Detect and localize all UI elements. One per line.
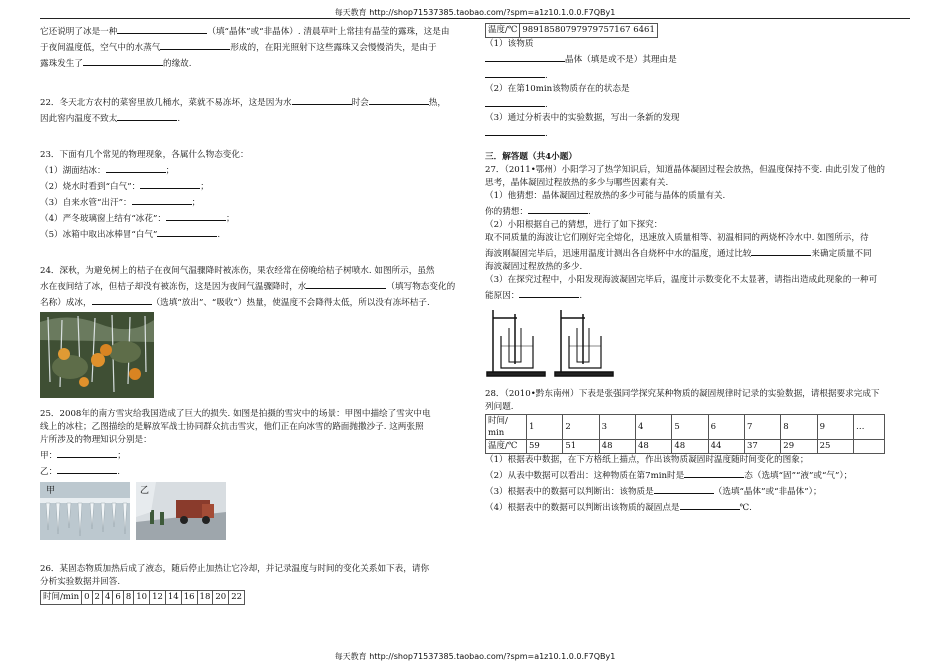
q26-time-cell: 2	[92, 591, 102, 605]
q24-line2	[40, 278, 465, 294]
q28-temp-cell: 48	[672, 440, 708, 454]
q28-time-head-text: 时间/	[488, 416, 508, 426]
q26-temp-row	[486, 24, 658, 38]
q28-sub4	[485, 499, 910, 515]
q25-yi	[40, 463, 465, 479]
q28-temp-cell: 29	[781, 440, 817, 454]
answer-blank[interactable]	[528, 203, 588, 214]
answer-blank[interactable]	[684, 467, 744, 478]
q25-line3: 片所涉及的物理知识分别是：	[40, 435, 152, 445]
answer-blank[interactable]	[157, 226, 217, 237]
beaker-apparatus-figure	[485, 306, 615, 378]
q28-time-cell: 2	[563, 415, 599, 440]
q28-line2: 列问题.	[485, 402, 514, 412]
q22-text: 热，	[428, 98, 446, 108]
answer-blank[interactable]	[106, 162, 166, 173]
photo-jia-label: 甲	[46, 486, 56, 496]
q27-end: .	[587, 207, 591, 217]
q23-item5	[40, 226, 465, 242]
q27-line10	[485, 287, 910, 303]
q27-line3: （1）他猜想：晶体凝固过程放热的多少可能与晶体的质量有关.	[485, 191, 726, 201]
answer-blank[interactable]	[485, 96, 545, 107]
q28-text: （3）根据表中的数据可以判断出：该物质是	[485, 487, 654, 497]
answer-blank[interactable]	[83, 55, 163, 66]
q25-yi-label: 乙：	[40, 467, 58, 477]
section-title: 三．解答题（共4小题）	[485, 152, 577, 162]
q28-data-table	[485, 414, 885, 454]
q26-temp-values: 98918580797979757167 6461	[520, 24, 658, 38]
answer-blank[interactable]	[485, 51, 565, 62]
answer-blank[interactable]	[117, 23, 207, 34]
q28-temp-cell: 25	[817, 440, 853, 454]
q25-line1: 25．2008年的南方雪灾给我国造成了巨大的损失. 如图是拍摄的雪灾中的场景：甲图中描绘了雪灾中电	[40, 409, 431, 419]
q24-line1: 24．深秋，为避免树上的桔子在夜间气温骤降时被冻伤，果农经常在傍晚给桔子树喷水. 如图所示，虽然	[40, 266, 435, 276]
q28-temp-head: 温度/℃	[486, 440, 527, 454]
q26-sub2: （2）在第10min该物质存在的状态是	[485, 84, 630, 94]
answer-blank[interactable]	[57, 447, 117, 458]
q26-time-head: 时间/min	[41, 591, 82, 605]
q23-tail: ；	[225, 214, 235, 224]
q28-temp-cell: 59	[527, 440, 563, 454]
q26-time-cell: 18	[197, 591, 213, 605]
q21-text: （填“晶体”或“非晶体）. 清晨草叶上常挂有晶莹的露珠，这是由	[207, 27, 450, 37]
q24-text: （填写物态变化的	[386, 282, 456, 292]
q21-text: 它还说明了冰是一种	[40, 27, 118, 37]
q23-tail: ；	[200, 182, 209, 192]
answer-blank[interactable]	[485, 125, 545, 136]
q26-sub1b-text: 晶体（填是或不是）其理由是	[565, 55, 677, 65]
ice-wire-illustration	[40, 482, 130, 540]
q23-item-text: （4）严冬玻璃窗上结有“冰花”：	[40, 214, 166, 224]
q28-time-cell: 8	[781, 415, 817, 440]
q23-tail: .	[217, 230, 221, 240]
q28-sub1: （1）根据表中数据，在下方格纸上描点，作出该物质凝固时温度随时间变化的图象；	[485, 455, 809, 465]
answer-blank[interactable]	[306, 278, 386, 289]
q28-text: ℃.	[739, 503, 752, 513]
q25-end: .	[117, 467, 120, 477]
q26-sub1c: .	[485, 67, 910, 83]
q22-text: 时会	[351, 98, 369, 108]
q28-temp-cell	[853, 440, 884, 454]
q24-text: 水在夜间结了冰，但桔子却没有被冻伤，这是因为夜间气温骤降时，水	[40, 282, 307, 292]
q26-sub3: （3）通过分析表中的实验数据，写出一条新的发现	[485, 113, 680, 123]
q27-line6: 取不同质量的海波让它们刚好完全熔化，迅速放入质量相等、初温相同的两烧杯冷水中. 如图所示，待	[485, 233, 869, 243]
q26-time-row	[41, 591, 245, 605]
q23-item1	[40, 162, 465, 178]
q28-time-cell: 1	[527, 415, 563, 440]
orange-tree-illustration	[40, 312, 154, 398]
q28-temp-cell: 37	[744, 440, 780, 454]
answer-blank[interactable]	[369, 94, 429, 105]
q28-time-head-unit: min	[488, 428, 505, 438]
q23-item-text: （3）自来水管“出汗”：	[40, 198, 132, 208]
q26-temp-head: 温度/℃	[486, 24, 520, 38]
answer-blank[interactable]	[132, 194, 192, 205]
q23-item2	[40, 178, 465, 194]
q25-sep: ；	[117, 451, 126, 461]
q27-line4	[485, 203, 910, 219]
photo-yi	[136, 482, 226, 540]
answer-blank[interactable]	[92, 294, 152, 305]
left-column	[40, 23, 465, 605]
q26-time-cell: 4	[102, 591, 112, 605]
q27-line2: 思考，晶体凝固过程放热的多少与哪些因素有关.	[485, 178, 669, 188]
q28-sub3	[485, 483, 910, 499]
q22-text: 因此窖内温度不致太	[40, 114, 118, 124]
q23-item-text: （2）烧水时看到“白气”：	[40, 182, 141, 192]
page-header: 每天教育 http://shop71537385.taobao.com/?spm=a1z10.1.0.0.F7QBy1	[334, 8, 616, 17]
q28-line1: 28．（2010•黔东南州）下表是张强同学探究某种物质的凝固规律时记录的实验数据，请根据要求完成下	[485, 389, 880, 399]
q26-sub2b: .	[485, 96, 910, 112]
q23-tail: ；	[165, 166, 175, 176]
q27-line5: （2）小阳根据自己的猜想，进行了如下探究：	[485, 220, 663, 230]
q28-time-cell: 4	[635, 415, 671, 440]
answer-blank[interactable]	[680, 499, 740, 510]
frozen-orange-photo	[40, 312, 154, 398]
q27-line7	[485, 245, 910, 261]
q26-line2: 分析实验数据并回答.	[40, 577, 121, 587]
q28-time-cell: 3	[599, 415, 635, 440]
answer-blank[interactable]	[166, 210, 226, 221]
q23-title: 23．下面有几个常见的物理现象，各属什么物态变化：	[40, 150, 249, 160]
q21-text: 的缘故.	[162, 59, 192, 69]
q22-text: 22．冬天北方农村的菜窖里放几桶水，菜就不易冻坏，这是因为水	[40, 98, 292, 108]
q28-sub2	[485, 467, 910, 483]
answer-blank[interactable]	[751, 245, 811, 256]
q28-temp-cell: 48	[599, 440, 635, 454]
q28-temp-cell: 48	[635, 440, 671, 454]
q26-time-cell: 10	[134, 591, 150, 605]
q27-text: 你的猜想：	[485, 207, 528, 217]
q22-line1	[40, 94, 465, 110]
q22-text: .	[177, 114, 181, 124]
q26-time-cell: 12	[150, 591, 166, 605]
q21-text: 形成的，在阳光照射下这些露珠又会慢慢消失，是由于	[230, 43, 437, 53]
q27-line1: 27．（2011•鄂州）小阳学习了热学知识后，知道晶体凝固过程会放热，但温度保持不变. 由此引发了他的	[485, 165, 885, 175]
q26-time-cell: 14	[165, 591, 181, 605]
photo-jia	[40, 482, 130, 540]
q28-text: 态（选填“固”“液”或“气”）；	[744, 471, 853, 481]
q21-line2	[40, 39, 465, 55]
q28-time-cell: 9	[817, 415, 853, 440]
q24-text: （选填“放出”、“吸收”）热量，使温度不会降得太低，所以没有冻坏桔子.	[151, 298, 430, 308]
q26-time-cell: 0	[82, 591, 92, 605]
q27-line8: 海波凝固过程放热的多少.	[485, 262, 583, 272]
q25-jia	[40, 447, 465, 463]
q28-temp-cell: 51	[563, 440, 599, 454]
q26-time-cell: 16	[181, 591, 197, 605]
q25-line2: 线上的冰柱；乙图描绘的是解放军战士协同群众抗击雪灾，他们正在向冰雪的路面抛撒沙子. 这两张照	[40, 422, 424, 432]
q26-sub1: （1）该物质	[485, 39, 534, 49]
q27-line9: （3）在探究过程中，小阳发现海波凝固完毕后，温度计示数变化不太显著，请指出造成此现象的一种可	[485, 275, 878, 285]
q26-time-cell: 22	[229, 591, 245, 605]
q23-item-text: （5）冰箱中取出冰棒冒“白气”	[40, 230, 158, 240]
q27-text: 来确定质量不同	[811, 249, 872, 259]
answer-blank[interactable]	[57, 463, 117, 474]
right-column	[485, 23, 910, 515]
q27-text: 能原因：	[485, 291, 520, 301]
header-rule	[40, 18, 910, 19]
answer-blank[interactable]	[292, 94, 352, 105]
q28-time-cell: 7	[744, 415, 780, 440]
q28-text: （选填“晶体”或“非晶体”）；	[713, 487, 822, 497]
answer-blank[interactable]	[160, 39, 230, 50]
answer-blank[interactable]	[117, 110, 177, 121]
q21-line3	[40, 55, 465, 71]
q23-tail: ；	[191, 198, 201, 208]
q27-end: .	[579, 291, 583, 301]
q23-item-text: （1）湖面结冰：	[40, 166, 106, 176]
q25-jia-label: 甲：	[40, 451, 58, 461]
q28-time-head	[486, 415, 527, 440]
q23-item4	[40, 210, 465, 226]
q28-text: （4）根据表中的数据可以判断出该物质的凝固点是	[485, 503, 680, 513]
q28-text: （2）从表中数据可以看出：这种物质在第7min时是	[485, 471, 685, 481]
q28-time-cell: …	[853, 415, 884, 440]
q26-time-cell: 6	[113, 591, 123, 605]
photo-yi-label: 乙	[140, 486, 150, 496]
q23-item3	[40, 194, 465, 210]
truck-snow-illustration	[136, 482, 226, 540]
snow-disaster-photos	[40, 482, 465, 540]
q21-text: 于夜间温度低，空气中的水蒸气	[40, 43, 161, 53]
answer-blank[interactable]	[140, 178, 200, 189]
q26-temp-table	[485, 23, 658, 38]
q21-text: 露珠发生了	[40, 59, 83, 69]
beaker-stands-illustration	[485, 306, 615, 378]
q28-temp-row	[486, 440, 885, 454]
q26-time-cell: 8	[123, 591, 133, 605]
q21-line1	[40, 23, 465, 39]
q26-sub1b	[485, 51, 910, 67]
q26-line1: 26．某固态物质加热后成了液态，随后停止加热让它冷却，并记录温度与时间的变化关系如下表，请你	[40, 564, 430, 574]
page-footer: 每天教育 http://shop71537385.taobao.com/?spm=a1z10.1.0.0.F7QBy1	[334, 652, 616, 661]
answer-blank[interactable]	[654, 483, 714, 494]
q24-line3	[40, 294, 465, 310]
q22-line2	[40, 110, 465, 126]
q28-time-cell: 6	[708, 415, 744, 440]
q24-text: 名称）成冰，	[40, 298, 92, 308]
q26-sub3b: .	[485, 125, 910, 141]
answer-blank[interactable]	[485, 67, 545, 78]
q27-text: 海波刚凝固完毕后，迅速用温度计测出各自烧杯中水的温度，通过比较	[485, 249, 752, 259]
q28-time-row	[486, 415, 885, 440]
answer-blank[interactable]	[519, 287, 579, 298]
q26-time-table	[40, 590, 245, 605]
q28-time-cell: 5	[672, 415, 708, 440]
q26-time-cell: 20	[213, 591, 229, 605]
q28-temp-cell: 44	[708, 440, 744, 454]
